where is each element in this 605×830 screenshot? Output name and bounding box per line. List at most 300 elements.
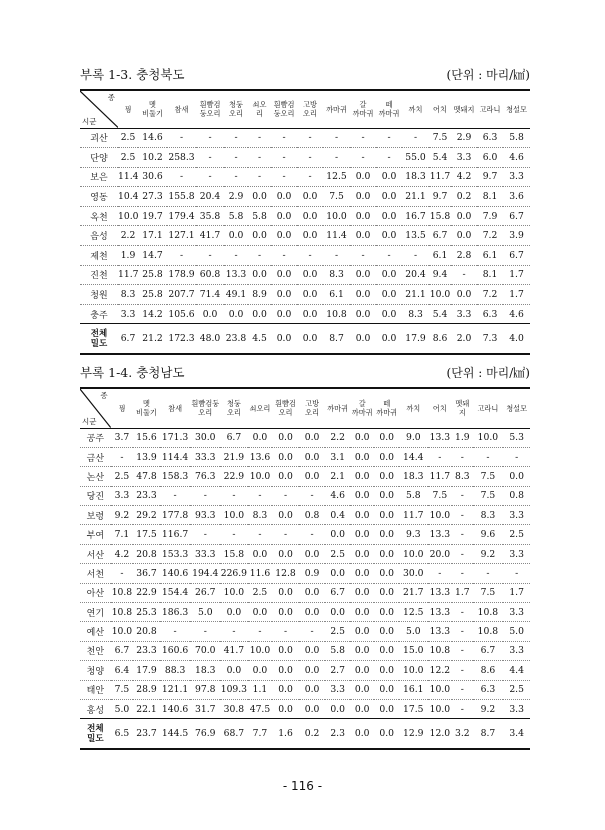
density-value: 0.0 xyxy=(252,432,268,444)
density-value: 12.8 xyxy=(275,567,296,579)
density-value: 36.7 xyxy=(136,567,157,579)
density-value: 21.9 xyxy=(223,451,245,463)
region-name: 부여 xyxy=(86,531,105,542)
header-corner xyxy=(80,90,118,128)
density-value: 93.3 xyxy=(195,509,216,521)
density-value: 11.7 xyxy=(403,509,424,521)
column-header: 참새 xyxy=(167,90,196,128)
density-value: 0.0 xyxy=(276,230,292,242)
table-row xyxy=(80,246,530,266)
density-value: 0.0 xyxy=(456,289,472,301)
density-value: 186.3 xyxy=(161,606,189,618)
density-value: 48.0 xyxy=(199,333,221,345)
density-value: 0.0 xyxy=(354,548,370,560)
region-name: 홍성 xyxy=(86,705,105,716)
density-value: 0.0 xyxy=(302,308,318,320)
density-value: - xyxy=(258,626,262,638)
density-value: 5.4 xyxy=(432,308,448,320)
density-value: 12.0 xyxy=(429,728,451,740)
density-value: 7.9 xyxy=(482,210,498,222)
density-value: 0.0 xyxy=(381,191,397,203)
density-value: 0.0 xyxy=(304,703,320,715)
density-value: 0.0 xyxy=(276,308,292,320)
density-value: 9.0 xyxy=(405,432,421,444)
density-value: 13.3 xyxy=(225,269,247,281)
column-header: 멧 비둘기 xyxy=(133,388,160,428)
page-number: - 116 - xyxy=(282,779,323,793)
density-value: 0.0 xyxy=(304,451,320,463)
density-value: 21.2 xyxy=(142,333,163,345)
density-value: 6.1 xyxy=(482,249,498,261)
density-value: 0.0 xyxy=(379,645,395,657)
density-value: 0.0 xyxy=(456,210,472,222)
density-value: - xyxy=(282,171,286,183)
density-value: 0.0 xyxy=(354,529,370,541)
density-value: 0.0 xyxy=(381,171,397,183)
column-header: 멧돼지 xyxy=(452,388,472,428)
density-value: 9.6 xyxy=(480,529,496,541)
density-value: 0.0 xyxy=(304,432,320,444)
density-value: 0.0 xyxy=(354,432,370,444)
column-header: 고방 오리 xyxy=(299,388,326,428)
density-value: 0.0 xyxy=(456,230,472,242)
density-value: - xyxy=(283,490,288,502)
density-value: 6.3 xyxy=(480,684,496,696)
density-value: 144.5 xyxy=(161,728,189,740)
density-value: 17.9 xyxy=(405,333,426,345)
total-density-row xyxy=(80,324,530,354)
density-value: 2.0 xyxy=(456,333,472,345)
density-value: 0.0 xyxy=(302,191,318,203)
density-value: 20.8 xyxy=(136,548,157,560)
density-value: 2.9 xyxy=(228,191,244,203)
density-value: 0.0 xyxy=(330,703,345,715)
density-value: 0.0 xyxy=(304,606,320,618)
density-value: - xyxy=(208,249,212,261)
density-value: 0.0 xyxy=(379,529,395,541)
density-value: 35.8 xyxy=(199,210,221,222)
density-value: 160.6 xyxy=(161,645,189,657)
density-value: - xyxy=(282,249,286,261)
density-value: 7.3 xyxy=(482,333,498,345)
table-row xyxy=(80,167,530,187)
density-value: 0.0 xyxy=(354,664,370,676)
density-value: 7.5 xyxy=(480,587,496,599)
density-value: 3.3 xyxy=(509,645,524,657)
density-value: 12.9 xyxy=(403,728,424,740)
table-row xyxy=(80,506,530,525)
density-value: 0.0 xyxy=(278,509,293,521)
density-value: 25.3 xyxy=(136,606,157,618)
density-value: 0.9 xyxy=(304,567,320,579)
density-value: 70.0 xyxy=(195,645,216,657)
density-value: 4.4 xyxy=(509,664,524,676)
density-value: 23.3 xyxy=(136,490,157,502)
density-value: 178.9 xyxy=(168,269,195,281)
density-value: 10.0 xyxy=(429,509,451,521)
density-value: 0.0 xyxy=(278,703,293,715)
region-name: 음성 xyxy=(90,232,108,243)
density-value: 0.0 xyxy=(354,567,370,579)
density-value: - xyxy=(308,151,312,163)
density-value: - xyxy=(232,626,236,638)
density-value: 33.3 xyxy=(195,451,216,463)
density-value: 28.9 xyxy=(136,684,157,696)
density-value: 116.7 xyxy=(161,529,189,541)
density-value: 0.0 xyxy=(302,230,318,242)
density-value: 22.1 xyxy=(136,703,157,715)
density-value: - xyxy=(460,567,464,579)
density-value: 9.7 xyxy=(432,191,448,203)
density-value: 0.0 xyxy=(509,470,524,482)
density-value: 5.8 xyxy=(252,210,267,222)
density-value: 0.0 xyxy=(379,728,395,740)
density-value: 8.3 xyxy=(455,470,470,482)
density-value: 41.7 xyxy=(223,645,245,657)
density-value: - xyxy=(462,269,466,281)
table-row xyxy=(80,128,530,148)
density-value: 0.0 xyxy=(330,567,345,579)
density-value: 1.7 xyxy=(455,587,470,599)
region-name: 보령 xyxy=(86,511,105,522)
density-value: 3.3 xyxy=(509,548,524,560)
density-value: 1.7 xyxy=(509,269,524,281)
density-value: - xyxy=(486,567,490,579)
density-value: 18.3 xyxy=(405,171,426,183)
column-header: 꿩 xyxy=(118,90,138,128)
density-value: 0.0 xyxy=(354,703,370,715)
corner-region-label: 시군 xyxy=(82,116,97,126)
region-name: 예산 xyxy=(86,628,105,639)
density-value: - xyxy=(179,132,184,144)
density-value: 0.0 xyxy=(226,664,242,676)
density-value: 0.0 xyxy=(304,587,320,599)
region-name: 보은 xyxy=(90,173,108,184)
density-value: 0.0 xyxy=(278,664,293,676)
density-value: 11.6 xyxy=(249,567,271,579)
density-value: 16.7 xyxy=(405,210,426,222)
density-value: - xyxy=(234,132,238,144)
region-name: 제천 xyxy=(90,251,108,262)
column-header: 까치 xyxy=(402,90,429,128)
density-value: 0.8 xyxy=(509,490,524,502)
density-value: 25.8 xyxy=(142,289,163,301)
density-value: 2.5 xyxy=(330,626,345,638)
density-value: 27.3 xyxy=(142,191,163,203)
table-row xyxy=(80,304,530,324)
density-value: 10.0 xyxy=(326,210,347,222)
density-value: 105.6 xyxy=(168,308,195,320)
density-value: 127.1 xyxy=(168,230,195,242)
density-value: 0.0 xyxy=(379,432,395,444)
density-value: 19.7 xyxy=(142,210,163,222)
corner-species-label: 종 xyxy=(107,93,115,102)
density-value: 3.3 xyxy=(330,684,345,696)
density-value: 13.3 xyxy=(429,626,451,638)
density-value: 10.2 xyxy=(142,151,163,163)
density-value: 30.0 xyxy=(195,432,216,444)
density-value: 0.0 xyxy=(354,587,370,599)
density-value: 5.4 xyxy=(432,151,448,163)
density-value: 0.0 xyxy=(228,308,244,320)
density-value: 207.7 xyxy=(168,289,195,301)
density-value: 5.3 xyxy=(509,432,524,444)
density-value: 88.3 xyxy=(164,664,186,676)
density-value: 0.0 xyxy=(381,210,397,222)
density-value: 0.0 xyxy=(355,308,371,320)
density-value: - xyxy=(438,567,442,579)
table-row xyxy=(80,265,530,285)
density-value: - xyxy=(310,626,314,638)
density-value: - xyxy=(361,151,365,163)
density-value: - xyxy=(460,548,464,560)
density-value: - xyxy=(257,171,262,183)
table2 xyxy=(80,387,530,750)
density-value: 3.1 xyxy=(330,451,345,463)
density-value: 17.1 xyxy=(142,230,163,242)
density-value: 0.0 xyxy=(276,333,292,345)
column-header: 까치 xyxy=(399,388,428,428)
column-header: 까마귀 xyxy=(325,388,350,428)
density-value: - xyxy=(460,509,464,521)
density-value: 0.0 xyxy=(379,548,395,560)
density-value: 0.0 xyxy=(381,230,397,242)
density-value: 18.3 xyxy=(403,470,424,482)
density-value: 22.9 xyxy=(136,587,157,599)
region-name: 청양 xyxy=(86,666,105,677)
density-value: 0.0 xyxy=(278,548,293,560)
density-value: 29.2 xyxy=(136,509,157,521)
density-value: 2.5 xyxy=(509,684,524,696)
density-value: 10.0 xyxy=(249,470,271,482)
density-value: 10.0 xyxy=(118,210,138,222)
density-value: 10.0 xyxy=(477,432,499,444)
density-value: 10.0 xyxy=(403,664,424,676)
density-value: 3.6 xyxy=(509,191,524,203)
density-value: 13.3 xyxy=(429,606,451,618)
density-value: - xyxy=(234,151,238,163)
column-header: 갈 까마귀 xyxy=(350,90,376,128)
density-value: 0.0 xyxy=(252,548,268,560)
column-header: 꿩 xyxy=(111,388,134,428)
density-value: 6.7 xyxy=(114,645,130,657)
density-value: 5.8 xyxy=(405,490,421,502)
density-value: 0.0 xyxy=(379,626,395,638)
density-value: 10.8 xyxy=(477,626,499,638)
density-value: 9.2 xyxy=(114,509,130,521)
density-value: - xyxy=(310,490,314,502)
density-value: - xyxy=(460,490,464,502)
density-value: 3.3 xyxy=(114,490,130,502)
density-value: 4.6 xyxy=(509,151,524,163)
density-value: - xyxy=(334,249,339,261)
density-value: - xyxy=(258,490,262,502)
density-value: 2.5 xyxy=(509,529,524,541)
density-value: 8.3 xyxy=(329,269,344,281)
density-value: 13.9 xyxy=(136,451,157,463)
density-value: 10.4 xyxy=(118,191,138,203)
density-value: 5.0 xyxy=(405,626,421,638)
density-value: - xyxy=(308,171,312,183)
density-value: - xyxy=(460,664,464,676)
density-value: 0.0 xyxy=(355,210,371,222)
density-value: 5.8 xyxy=(509,132,524,144)
table-row xyxy=(80,206,530,226)
density-value: - xyxy=(413,132,418,144)
density-value: 0.0 xyxy=(278,645,293,657)
density-value: 7.5 xyxy=(432,132,448,144)
density-value: - xyxy=(413,249,418,261)
density-value: 7.5 xyxy=(480,470,496,482)
density-value: 0.0 xyxy=(276,269,292,281)
region-name: 영동 xyxy=(90,193,108,204)
density-value: 10.0 xyxy=(249,645,271,657)
density-value: 154.4 xyxy=(161,587,189,599)
density-value: - xyxy=(120,567,124,579)
density-value: - xyxy=(460,606,464,618)
density-value: - xyxy=(208,151,212,163)
density-value: 13.6 xyxy=(249,451,271,463)
density-value: 6.1 xyxy=(329,289,344,301)
density-value: 0.0 xyxy=(304,470,320,482)
density-value: 76.3 xyxy=(195,470,216,482)
column-header: 고라니 xyxy=(477,90,503,128)
density-value: 10.8 xyxy=(326,308,347,320)
density-value: - xyxy=(179,171,184,183)
total-density-row xyxy=(80,719,530,749)
density-value: 4.6 xyxy=(330,490,345,502)
density-value: 31.7 xyxy=(195,703,216,715)
density-value: 3.3 xyxy=(509,171,524,183)
density-value: 0.0 xyxy=(354,684,370,696)
density-value: 7.2 xyxy=(482,289,498,301)
density-value: 0.0 xyxy=(381,269,397,281)
density-value: 11.7 xyxy=(118,269,138,281)
density-value: - xyxy=(203,529,207,541)
density-value: 7.5 xyxy=(432,490,448,502)
table1-unit: (단위 : 마리/㎢) xyxy=(446,68,530,82)
density-value: 2.5 xyxy=(114,470,130,482)
density-value: - xyxy=(515,451,519,463)
column-header: 청설모 xyxy=(503,388,530,428)
table1-title: 부록 1-3. 충청북도 xyxy=(80,67,185,82)
region-name: 서천 xyxy=(86,569,105,580)
density-value: - xyxy=(232,490,236,502)
density-value: 0.0 xyxy=(354,645,370,657)
region-name: 서산 xyxy=(86,550,105,561)
density-value: 14.4 xyxy=(403,451,424,463)
density-value: 109.3 xyxy=(220,684,248,696)
density-value: 114.4 xyxy=(161,451,189,463)
density-value: 172.3 xyxy=(168,333,195,345)
table-row xyxy=(80,525,530,544)
table1 xyxy=(80,89,530,355)
density-value: 140.6 xyxy=(161,703,189,715)
density-value: 9.2 xyxy=(480,703,496,715)
density-value: 10.0 xyxy=(429,703,451,715)
density-value: 23.3 xyxy=(136,645,157,657)
density-value: 21.1 xyxy=(405,289,426,301)
table-row xyxy=(80,680,530,699)
density-value: 0.0 xyxy=(381,308,397,320)
density-value: 0.0 xyxy=(381,289,397,301)
density-value: 47.5 xyxy=(249,703,271,715)
density-value: - xyxy=(258,529,262,541)
density-value: 9.3 xyxy=(405,529,421,541)
density-value: 10.0 xyxy=(111,626,133,638)
density-value: 10.8 xyxy=(429,645,451,657)
density-value: 0.0 xyxy=(252,269,267,281)
density-value: 17.9 xyxy=(136,664,157,676)
region-name: 금산 xyxy=(86,453,105,464)
density-value: 258.3 xyxy=(168,151,195,163)
density-value: 6.3 xyxy=(482,308,498,320)
density-value: 10.0 xyxy=(429,684,451,696)
table-row xyxy=(80,583,530,602)
density-value: 1.7 xyxy=(509,289,524,301)
table2-header-row xyxy=(80,388,530,428)
density-value: 3.3 xyxy=(509,606,524,618)
density-value: 0.0 xyxy=(355,289,371,301)
density-value: - xyxy=(257,249,262,261)
density-value: 4.5 xyxy=(252,333,267,345)
density-value: 0.0 xyxy=(354,470,370,482)
density-value: 0.0 xyxy=(330,529,345,541)
table-row xyxy=(80,699,530,718)
density-value: 0.0 xyxy=(278,470,293,482)
density-value: - xyxy=(257,132,262,144)
density-value: 6.4 xyxy=(114,664,130,676)
column-header: 쇠오 리 xyxy=(248,90,271,128)
density-value: 6.7 xyxy=(480,645,496,657)
density-value: 6.5 xyxy=(114,728,130,740)
density-value: 8.6 xyxy=(480,664,496,676)
density-value: 3.3 xyxy=(509,703,524,715)
density-value: 0.0 xyxy=(330,606,345,618)
density-value: 1.1 xyxy=(252,684,268,696)
region-name: 충주 xyxy=(90,310,108,321)
density-value: 0.0 xyxy=(278,451,293,463)
density-value: 13.3 xyxy=(429,529,451,541)
density-value: 0.2 xyxy=(456,191,472,203)
density-value: 23.7 xyxy=(136,728,157,740)
density-value: - xyxy=(460,645,464,657)
column-header: 떼 까마귀 xyxy=(376,90,402,128)
density-value: 2.1 xyxy=(330,470,345,482)
density-value: 3.3 xyxy=(456,151,472,163)
density-value: - xyxy=(460,626,464,638)
density-value: 0.0 xyxy=(226,606,242,618)
density-value: - xyxy=(486,451,490,463)
region-name: 천안 xyxy=(86,647,105,658)
table-row xyxy=(80,564,530,583)
density-value: - xyxy=(179,249,184,261)
density-value: - xyxy=(438,451,442,463)
density-value: - xyxy=(203,626,207,638)
density-value: 0.0 xyxy=(354,728,370,740)
density-value: 2.5 xyxy=(330,548,345,560)
density-value: 13.3 xyxy=(429,587,451,599)
density-value: 10.0 xyxy=(403,548,424,560)
density-value: - xyxy=(515,567,519,579)
density-value: 0.0 xyxy=(355,230,371,242)
density-value: 0.0 xyxy=(202,308,218,320)
density-value: - xyxy=(460,684,464,696)
region-name: 아산 xyxy=(86,589,105,600)
density-value: 0.0 xyxy=(304,664,320,676)
density-value: 17.5 xyxy=(136,529,157,541)
density-value: 20.0 xyxy=(429,548,451,560)
